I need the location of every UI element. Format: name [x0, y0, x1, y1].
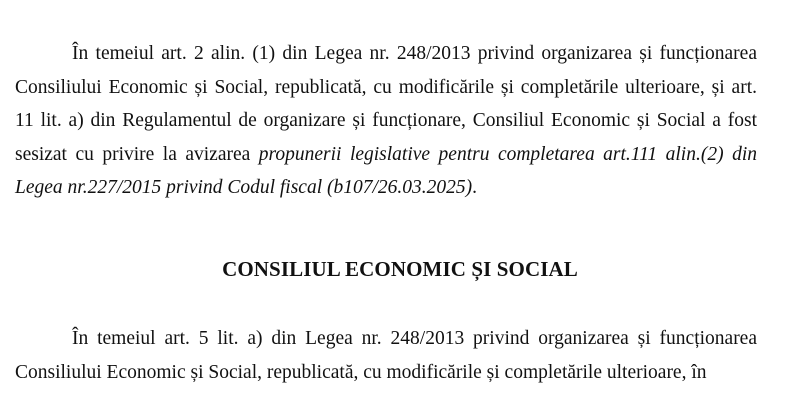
paragraph-second: [15, 322, 757, 389]
paragraph-1-end: .: [472, 177, 478, 198]
paragraph-1-italic-text: propunerii legislative pentru completarea art.111 alin.(2) din Legea nr.227/2015 privind Codul fiscal (b107/26.03.2025): [15, 143, 757, 198]
paragraph-1-text: În temeiul art. 2 alin. (1) din Legea nr. 248/2013 privind organizarea și funcționarea Consiliului Economic și Social, republicată, cu modificările și completările ulterioare, și art. 11 lit. a) din Regulamentul de organizare și funcționare, Consiliul Economic și Social a fost sesizat cu privire la avizarea: [15, 43, 757, 165]
section-heading: CONSILIUL ECONOMIC ȘI SOCIAL: [222, 257, 578, 281]
paragraph-legal-basis: [15, 37, 757, 205]
paragraph-2-text: În temeiul art. 5 lit. a) din Legea nr. 248/2013 privind organizarea și funcționarea Consiliului Economic și Social, republicată, cu modificările și completările ulterioare, în: [15, 328, 757, 383]
